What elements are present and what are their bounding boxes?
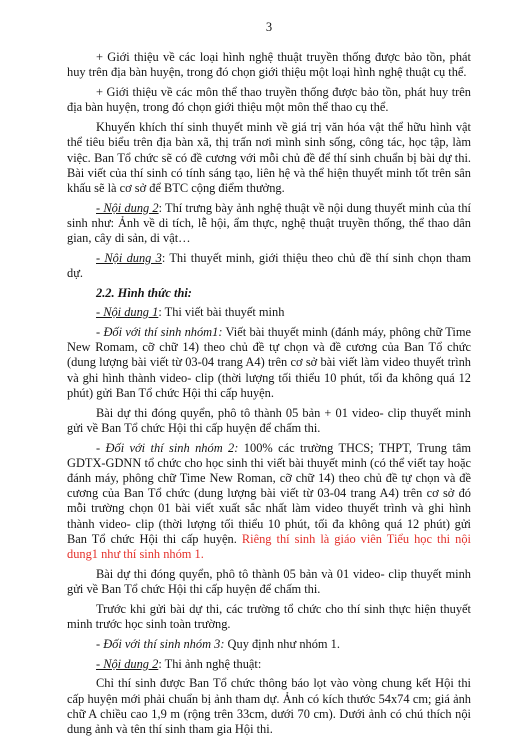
group-2-text: 100% các trường THCS; THPT, Trung tâm GDTX-GDNN tổ chức cho học sinh thi viết bài thuyết minh (có thể viết tay hoặc đánh máy, phông chữ Time New Roman, cỡ chữ 14) theo chủ đề tự chọn và đề cương của Ban Tổ chức (dung lượng bài viết từ 03-04 trang A4) trên cơ sở đó mỗi trường chọn 01 bài viết xuất sắc nhất làm video thuyết trình và ghi hình thành video- clip (thời lượng tối thiểu 10 phút, tối đa không quá 12 phút) gửi Ban Tổ chức Hội thi cấp huyện.	[67, 440, 471, 546]
content-2-label: - Nội dung 2	[96, 200, 159, 215]
page-content	[67, 0, 471, 742]
paragraph-content-2-intro	[67, 201, 471, 247]
paragraph-group-2	[67, 441, 471, 563]
group-3-text: Quy định như nhóm 1.	[224, 636, 340, 651]
group-3-label: - Đối với thí sinh nhóm 3:	[96, 636, 225, 651]
paragraph-content-2	[67, 657, 471, 672]
group-2-label: - Đối với thí sinh nhóm 2:	[96, 440, 239, 455]
paragraph-submission-2: Bài dự thi đóng quyển, phô tô thành 05 bản và 01 video- clip thuyết minh gửi về Ban Tổ chức Hội thi cấp huyện để chấm thi.	[67, 566, 471, 597]
paragraph-encouragement: Khuyến khích thí sinh thuyết minh về giá trị văn hóa vật thể hữu hình vật thể tiêu biểu trên địa bàn xã, thị trấn nơi mình sinh sống, công tác, học tập, làm việc. Ban Tổ chức sẽ có đề cương với mỗi chủ đề để thí sinh chuẩn bị bài dự thi. Bài viết của thí sinh có tính sáng tạo, liên hệ và thể hiện thuyết minh tốt trên sân khấu sẽ là cơ sở để BTC cộng điểm thưởng.	[67, 120, 471, 196]
paragraph-content-3-intro	[67, 251, 471, 281]
section-heading: 2.2. Hình thức thi:	[96, 286, 192, 301]
page-number: 3	[265, 20, 273, 34]
content-2b-label: - Nội dung 2	[96, 656, 159, 671]
paragraph-content-1	[67, 305, 471, 320]
group-1-text: Viết bài thuyết minh (đánh máy, phông chữ Time New Romam, cỡ chữ 14) theo chủ đề tự chọn và đề cương của Ban Tổ chức (dung lượng bài viết từ 03-04 trang A4) trên cơ sở bài viết làm video thuyết trình và ghi hình thành video- clip (thời lượng tối thiểu 10 phút, tối đa không quá 12 phút) gửi Ban Tổ chức Hội thi cấp huyện.	[67, 325, 471, 400]
paragraph-art-intro: + Giới thiệu về các loại hình nghệ thuật truyền thống được bảo tồn, phát huy trên địa bàn huyện, trong đó chọn giới thiệu một loại hình nghệ thuật cụ thể.	[67, 50, 471, 80]
paragraph-before-submission: Trước khi gửi bài dự thi, các trường tổ chức cho thí sinh thực hiện thuyết minh trước học sinh toàn trường.	[67, 601, 471, 632]
paragraph-sport-intro: + Giới thiệu về các môn thể thao truyền thống được bảo tồn, phát huy trên địa bàn huyện, trong đó chọn giới thiệu một môn thể thao cụ thể.	[67, 85, 471, 115]
content-2-text: : Thí trưng bày ảnh nghệ thuật về nội dung thuyết minh của thí sinh như: Ảnh về di tích, lễ hội, ẩm thực, nghệ thuật truyền thống, thể thao dân gian, cây di sản, di vật…	[67, 200, 471, 246]
paragraph-photo-rules: Chỉ thí sinh được Ban Tổ chức thông báo lọt vào vòng chung kết Hội thi cấp huyện mới phải chuẩn bị ảnh tham dự. Ảnh có kích thước 54x74 cm; giá ảnh chữ A chiều cao 1,9 m (rộng trên 33cm, dưới 70 cm). Dưới ảnh có chú thích nội dung ảnh và tên thí sinh tham gia Hội thi.	[67, 676, 471, 737]
paragraph-group-1	[67, 325, 471, 401]
content-1-label: - Nội dung 1	[96, 305, 159, 320]
paragraph-group-3	[67, 637, 471, 652]
content-3-text: : Thi thuyết minh, giới thiệu theo chủ đề thí sinh chọn tham dự.	[67, 251, 471, 281]
group-2-red-note: Riêng thí sinh là giáo viên Tiểu học thi nội dung1 như thí sinh nhóm 1.	[67, 531, 471, 562]
content-1-text: : Thi viết bài thuyết minh	[158, 305, 285, 320]
content-2b-text: : Thi ảnh nghệ thuật:	[158, 656, 262, 671]
content-3-label: - Nội dung 3	[96, 251, 162, 266]
group-1-label: - Đối với thí sinh nhóm1:	[96, 325, 223, 340]
paragraph-submission-1: Bài dự thi đóng quyển, phô tô thành 05 bản + 01 video- clip thuyết minh gửi về Ban Tổ chức Hội thi cấp huyện để chấm thi.	[67, 405, 471, 435]
